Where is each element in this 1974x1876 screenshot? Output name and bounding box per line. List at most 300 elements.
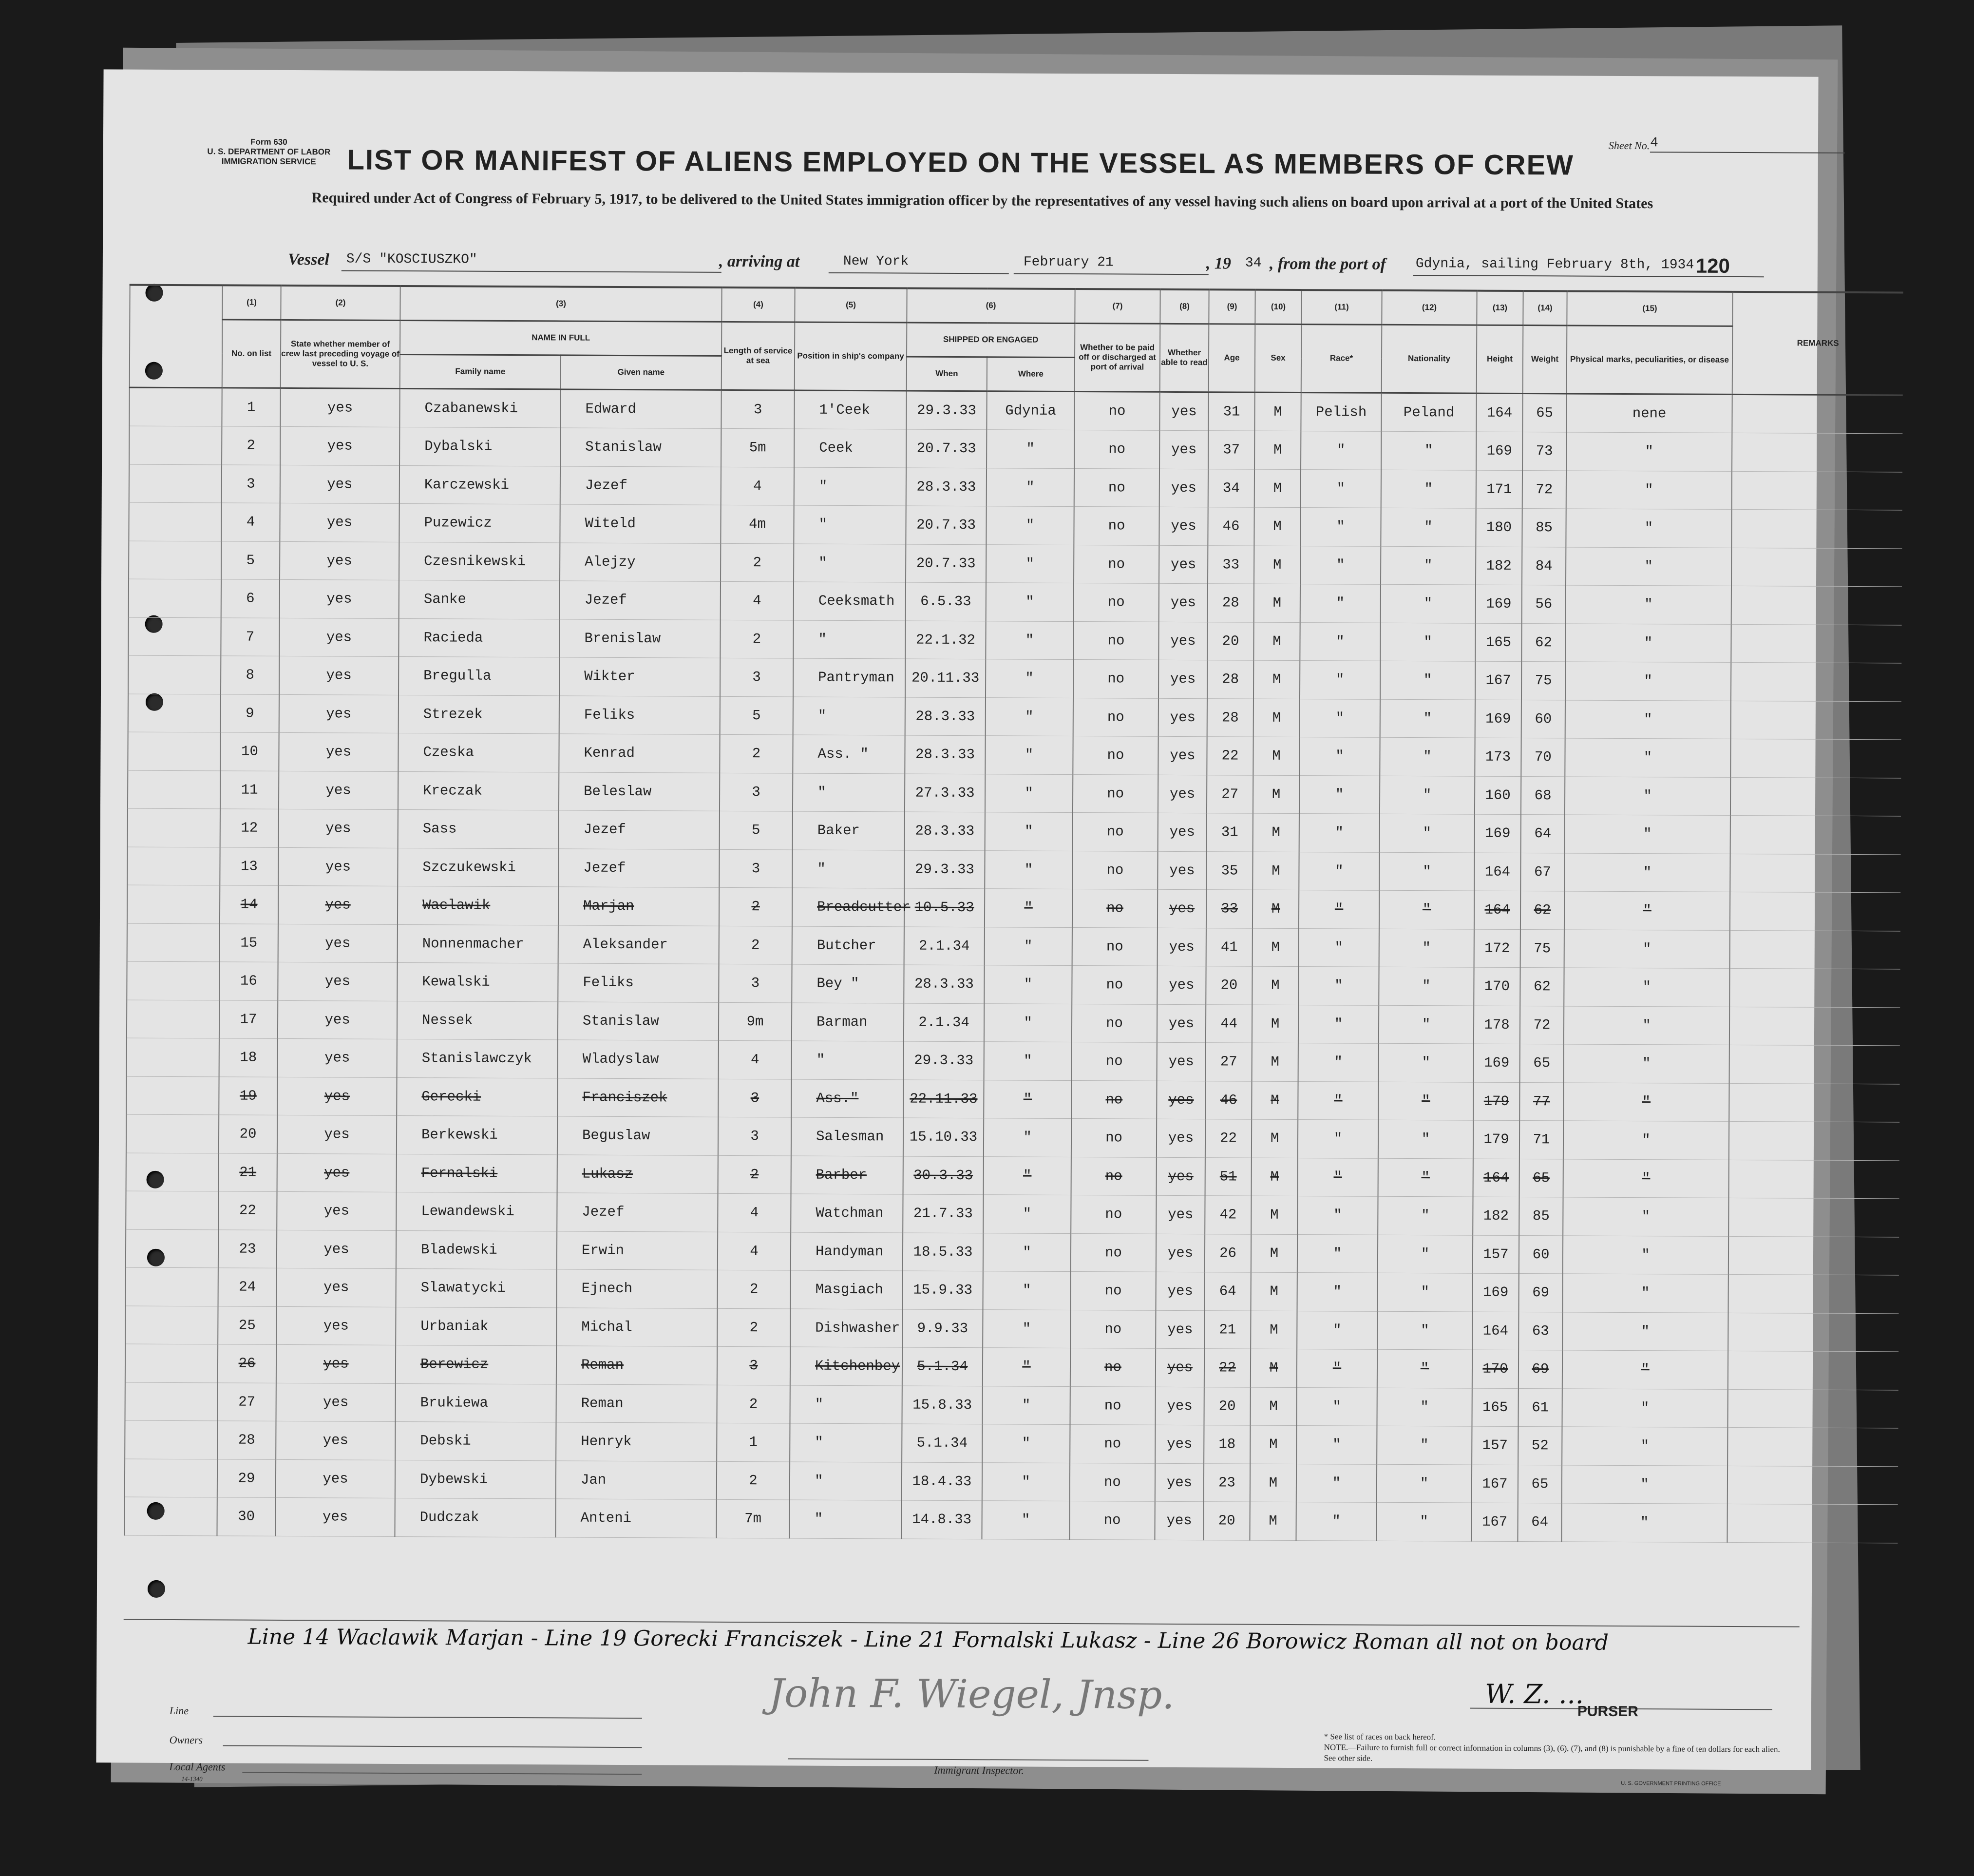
cell-position: Butcher <box>792 926 904 965</box>
crew-table <box>124 284 1903 1543</box>
cell-nationality: " <box>1379 967 1474 1005</box>
page-subtitle: Required under Act of Congress of February 5, 1917, to be delivered to the United States immigration officer by the representatives of any vessel having such aliens on board upon arrival at a port of the United States <box>311 190 1653 212</box>
cell-length: 2 <box>720 734 793 773</box>
cell-family: Dybalski <box>399 427 560 466</box>
cell-given: Wikter <box>559 657 720 696</box>
sheet-label: Sheet No. <box>1608 139 1650 152</box>
row-margin <box>129 464 222 503</box>
cell-weight: 52 <box>1518 1427 1562 1465</box>
cell-height: 164 <box>1473 1159 1519 1197</box>
col-num-1: (1) <box>222 285 281 320</box>
cell-remarks <box>1728 1274 1898 1313</box>
cell-given: Stanislaw <box>560 428 721 467</box>
table-row <box>124 1497 1898 1543</box>
cell-race: Pelish <box>1301 392 1381 431</box>
cell-sex: M <box>1253 699 1300 737</box>
cell-length: 3 <box>718 1079 791 1117</box>
family-name-header: Family name <box>400 354 561 389</box>
cell-nationality: " <box>1380 737 1475 776</box>
cell-position: " <box>794 505 906 544</box>
cell-paid: no <box>1073 736 1158 775</box>
row-margin <box>127 961 219 1000</box>
cell-age: 23 <box>1204 1463 1250 1502</box>
cell-where: " <box>986 506 1074 545</box>
cell-family: Stanislawczyk <box>397 1039 558 1078</box>
cell-given: Feliks <box>559 695 720 734</box>
cell-where: " <box>985 927 1072 965</box>
cell-length: 2 <box>720 620 793 658</box>
cell-prev: yes <box>279 656 399 695</box>
cell-marks: " <box>1563 1159 1729 1198</box>
cell-prev: yes <box>276 1421 395 1460</box>
cell-no: 2 <box>222 426 280 465</box>
cell-family: Dybewski <box>395 1460 556 1499</box>
row-margin <box>128 770 220 809</box>
cell-weight: 64 <box>1521 815 1565 853</box>
cell-position: " <box>794 544 906 583</box>
cell-when: 28.3.33 <box>905 812 985 850</box>
cell-read: yes <box>1158 736 1207 775</box>
cell-given: Marjan <box>558 887 719 926</box>
cell-given: Erwin <box>557 1231 718 1270</box>
cell-given: Beguslaw <box>557 1116 718 1155</box>
cell-family: Puzewicz <box>399 503 560 542</box>
cell-family: Czeska <box>398 733 559 772</box>
cell-position: " <box>794 467 906 506</box>
cell-given: Michal <box>556 1307 717 1346</box>
row-margin <box>125 1382 218 1421</box>
cell-where: " <box>983 1271 1071 1310</box>
cell-given: Jezef <box>559 810 720 849</box>
cell-paid: no <box>1074 430 1159 469</box>
printer-mark: U. S. GOVERNMENT PRINTING OFFICE <box>1621 1780 1721 1787</box>
cell-race: " <box>1300 661 1380 699</box>
cell-length: 2 <box>719 926 792 964</box>
cell-when: 28.3.33 <box>906 468 987 506</box>
row-margin <box>129 502 221 541</box>
page-number: 120 <box>1695 254 1730 277</box>
cell-paid: no <box>1072 966 1157 1004</box>
cell-height: 164 <box>1474 891 1520 929</box>
cell-paid: no <box>1074 545 1159 583</box>
cell-nationality: " <box>1381 431 1476 470</box>
col-num-3: (3) <box>400 286 721 322</box>
cell-age: 46 <box>1208 507 1254 546</box>
cell-nationality: " <box>1377 1388 1472 1426</box>
sheet-number: 4 <box>1650 135 1658 151</box>
cell-where: " <box>983 1309 1070 1348</box>
cell-family: Fernalski <box>397 1154 557 1193</box>
cell-nationality: " <box>1376 1502 1471 1541</box>
cell-where: " <box>986 659 1073 698</box>
cell-family: Czesnikewski <box>399 542 560 581</box>
cell-read: yes <box>1158 622 1207 660</box>
cell-where: " <box>983 1233 1071 1271</box>
cell-when: 30.3.33 <box>903 1156 984 1195</box>
cell-paid: no <box>1071 1272 1156 1310</box>
cell-height: 169 <box>1474 1044 1520 1082</box>
row-margin <box>125 1344 218 1382</box>
cell-weight: 72 <box>1520 1006 1564 1044</box>
vessel-label: Vessel <box>287 250 329 269</box>
cell-remarks <box>1727 1427 1898 1466</box>
cell-remarks <box>1729 1007 1900 1046</box>
cell-race: " <box>1297 1273 1378 1311</box>
cell-given: Aleksander <box>558 925 719 964</box>
date-underline <box>1014 273 1209 275</box>
cell-family: Slawatycki <box>396 1268 557 1307</box>
cell-height: 169 <box>1475 814 1521 853</box>
cell-read: yes <box>1159 392 1208 431</box>
cell-where: " <box>985 812 1073 851</box>
cell-sex: M <box>1251 1196 1297 1234</box>
cell-weight: 85 <box>1519 1197 1563 1236</box>
cell-when: 29.3.33 <box>904 850 985 889</box>
cell-read: yes <box>1157 966 1206 1004</box>
cell-nationality: " <box>1380 699 1475 738</box>
cell-race: " <box>1301 469 1381 508</box>
cell-length: 9m <box>719 1002 792 1041</box>
cell-given: Reman <box>556 1346 717 1385</box>
cell-family: Szczukewski <box>398 848 558 887</box>
cell-paid: no <box>1071 1233 1156 1272</box>
cell-read: yes <box>1157 1081 1205 1119</box>
cell-position: Ceek <box>794 429 906 468</box>
previous-voyage-header: State whether member of crew last preceding voyage of vessel to U. S. <box>281 320 400 388</box>
cell-no: 1 <box>222 387 280 426</box>
cell-given: Ejnech <box>557 1269 718 1308</box>
manifest-sheet <box>96 69 1839 1787</box>
cell-remarks <box>1730 777 1901 816</box>
line-label: Line <box>169 1704 189 1717</box>
cell-remarks <box>1729 1045 1900 1084</box>
cell-marks: " <box>1561 1503 1727 1542</box>
cell-family: Bladewski <box>396 1230 557 1269</box>
cell-prev: yes <box>278 1000 397 1039</box>
cell-marks: " <box>1563 1235 1728 1274</box>
cell-height: 169 <box>1476 585 1522 623</box>
cell-read: yes <box>1159 583 1208 622</box>
cell-prev: yes <box>277 1077 397 1116</box>
cell-marks: " <box>1565 623 1731 662</box>
cell-age: 26 <box>1205 1234 1251 1272</box>
cell-nationality: " <box>1378 1120 1473 1158</box>
cell-nationality: " <box>1381 546 1476 585</box>
cell-race: " <box>1300 508 1381 546</box>
cell-height: 170 <box>1474 967 1520 1006</box>
cell-sex: M <box>1250 1425 1296 1464</box>
cell-read: yes <box>1156 1234 1205 1272</box>
cell-length: 4 <box>721 467 794 505</box>
cell-nationality: " <box>1379 1043 1474 1082</box>
cell-length: 2 <box>719 887 792 926</box>
cell-sex: M <box>1254 392 1301 431</box>
cell-no: 20 <box>219 1115 277 1153</box>
cell-no: 7 <box>221 617 279 656</box>
cell-when: 5.1.34 <box>902 1424 982 1462</box>
cell-remarks <box>1732 471 1902 510</box>
cell-paid: no <box>1071 1080 1157 1119</box>
cell-height: 172 <box>1474 929 1520 968</box>
cell-race: " <box>1299 814 1380 852</box>
cell-nationality: " <box>1378 1273 1473 1311</box>
row-margin <box>128 694 221 732</box>
row-margin <box>128 808 220 847</box>
cell-age: 35 <box>1206 851 1253 890</box>
cell-weight: 72 <box>1522 470 1566 509</box>
cell-height: 182 <box>1476 547 1522 585</box>
cell-prev: yes <box>277 1191 396 1230</box>
cell-race: " <box>1299 852 1379 890</box>
cell-marks: " <box>1562 1274 1728 1313</box>
cell-marks: " <box>1563 1197 1728 1236</box>
cell-when: 15.8.33 <box>902 1386 982 1424</box>
cell-age: 46 <box>1205 1081 1252 1119</box>
cell-marks: " <box>1563 1082 1729 1121</box>
cell-read: yes <box>1157 1042 1206 1081</box>
cell-family: Czabanewski <box>399 388 560 428</box>
cell-sex: M <box>1253 813 1299 852</box>
cell-nationality: " <box>1377 1464 1472 1503</box>
col-num-15: (15) <box>1567 291 1732 325</box>
cell-age: 41 <box>1206 928 1253 966</box>
cell-marks: " <box>1564 1044 1729 1083</box>
cell-marks: " <box>1562 1388 1727 1427</box>
cell-race: " <box>1301 431 1381 470</box>
cell-age: 20 <box>1207 622 1253 660</box>
cell-nationality: " <box>1380 661 1475 699</box>
cell-position: Watchman <box>791 1194 903 1233</box>
cell-age: 34 <box>1208 469 1254 507</box>
cell-remarks <box>1729 968 1900 1007</box>
cell-weight: 60 <box>1521 700 1565 738</box>
cell-age: 28 <box>1207 698 1253 737</box>
cell-length: 2 <box>717 1461 790 1500</box>
cell-sex: M <box>1251 1311 1297 1349</box>
height-header: Height <box>1477 325 1523 393</box>
cell-given: Jezef <box>557 1193 718 1232</box>
cell-when: 15.10.33 <box>903 1118 984 1156</box>
cell-position: Barber <box>791 1156 903 1195</box>
cell-no: 11 <box>220 770 279 809</box>
row-margin <box>128 655 221 694</box>
cell-weight: 65 <box>1518 1465 1562 1503</box>
cell-length: 1 <box>717 1423 790 1461</box>
cell-paid: no <box>1074 507 1159 545</box>
cell-marks: " <box>1565 662 1731 701</box>
cell-marks: " <box>1562 1427 1727 1466</box>
cell-nationality: " <box>1378 1158 1473 1197</box>
cell-height: 182 <box>1473 1197 1519 1235</box>
cell-remarks <box>1728 1198 1899 1237</box>
cell-no: 24 <box>218 1268 277 1306</box>
cell-weight: 56 <box>1522 585 1566 624</box>
cell-position: Kitchenbey <box>790 1347 902 1386</box>
col-num-5: (5) <box>795 288 907 323</box>
binder-hole <box>148 1580 165 1598</box>
cell-when: 20.11.33 <box>905 659 986 697</box>
cell-when: 27.3.33 <box>905 774 985 812</box>
cell-marks: " <box>1563 1121 1729 1160</box>
cell-where: " <box>984 1080 1071 1118</box>
cell-weight: 65 <box>1522 393 1566 432</box>
cell-weight: 67 <box>1520 853 1564 891</box>
cell-position: " <box>793 697 905 736</box>
row-margin <box>126 1114 219 1153</box>
cell-given: Feliks <box>558 963 719 1002</box>
cell-prev: yes <box>278 847 398 886</box>
cell-no: 15 <box>220 923 278 962</box>
cell-no: 4 <box>221 503 280 541</box>
cell-marks: " <box>1564 968 1729 1007</box>
cell-read: yes <box>1156 1195 1205 1234</box>
cell-no: 26 <box>218 1344 276 1383</box>
cell-race: " <box>1298 1081 1378 1120</box>
cell-when: 22.1.32 <box>905 621 986 659</box>
cell-prev: yes <box>279 694 399 733</box>
cell-marks: " <box>1566 509 1731 548</box>
cell-when: 22.11.33 <box>903 1080 984 1118</box>
col-num-11: (11) <box>1301 290 1382 325</box>
cell-where: " <box>983 1195 1071 1233</box>
cell-remarks <box>1731 509 1902 548</box>
cell-given: Anteni <box>555 1499 716 1538</box>
cell-when: 29.3.33 <box>904 1041 984 1080</box>
cell-sex: M <box>1250 1464 1296 1502</box>
cell-age: 33 <box>1208 545 1254 584</box>
row-margin <box>126 1191 218 1229</box>
cell-race: " <box>1297 1234 1378 1273</box>
cell-position: Ass. " <box>793 735 905 774</box>
cell-sex: M <box>1253 737 1299 775</box>
inspector-label: Immigrant Inspector. <box>934 1763 1024 1777</box>
cell-given: Kenrad <box>559 734 720 773</box>
cell-position: " <box>790 1385 902 1424</box>
cell-when: 20.7.33 <box>906 506 986 544</box>
cell-paid: no <box>1071 1195 1156 1234</box>
length-header: Length of service at sea <box>721 322 795 390</box>
cell-family: Kewalski <box>397 962 558 1001</box>
cell-weight: 71 <box>1519 1121 1563 1159</box>
cell-length: 2 <box>717 1385 790 1423</box>
cell-position: Bey " <box>792 964 904 1003</box>
cell-sex: M <box>1253 775 1299 814</box>
cell-read: yes <box>1158 813 1207 851</box>
cell-length: 3 <box>717 1346 790 1385</box>
cell-no: 14 <box>220 885 278 924</box>
cell-no: 9 <box>221 694 279 732</box>
cell-paid: no <box>1072 889 1158 928</box>
row-margin <box>126 1229 218 1268</box>
cell-race: " <box>1298 1158 1378 1196</box>
cell-paid: no <box>1069 1501 1155 1540</box>
cell-prev: yes <box>276 1306 396 1345</box>
service: IMMIGRATION SERVICE <box>221 156 316 167</box>
cell-where: " <box>985 850 1072 889</box>
cell-read: yes <box>1157 1157 1205 1196</box>
cell-family: Nonnenmacher <box>398 924 558 963</box>
cell-height: 164 <box>1476 393 1522 432</box>
cell-race: " <box>1299 775 1380 814</box>
arrival-port: New York <box>843 253 909 269</box>
cell-sex: M <box>1252 1119 1298 1158</box>
cell-prev: yes <box>278 885 398 924</box>
cell-marks: " <box>1565 776 1730 815</box>
cell-age: 27 <box>1207 775 1253 813</box>
cell-read: yes <box>1159 469 1208 507</box>
cell-where: " <box>982 1424 1070 1463</box>
cell-family: Debski <box>395 1421 556 1460</box>
age-header: Age <box>1209 324 1255 392</box>
cell-when: 29.3.33 <box>906 391 987 430</box>
cell-nationality: " <box>1379 890 1474 929</box>
cell-age: 31 <box>1208 392 1254 431</box>
cell-family: Nessek <box>397 1001 558 1040</box>
cell-remarks <box>1727 1466 1898 1505</box>
cell-sex: M <box>1252 1081 1298 1120</box>
cell-no: 27 <box>217 1382 276 1421</box>
cell-where: " <box>986 583 1074 621</box>
purser-signature: W. Z. ... <box>1484 1678 1584 1710</box>
cell-height: 165 <box>1472 1388 1518 1427</box>
row-margin <box>127 885 220 923</box>
cell-read: yes <box>1158 851 1206 890</box>
cell-nationality: " <box>1379 929 1474 967</box>
cell-paid: no <box>1073 774 1158 813</box>
cell-no: 12 <box>220 809 279 847</box>
col-num-12: (12) <box>1382 290 1477 325</box>
cell-weight: 63 <box>1518 1312 1562 1350</box>
weight-header: Weight <box>1523 325 1567 393</box>
cell-remarks <box>1731 624 1901 663</box>
cell-sex: M <box>1253 928 1299 967</box>
cell-where: " <box>984 1156 1071 1195</box>
cell-sex: M <box>1253 852 1299 890</box>
cell-paid: no <box>1070 1348 1156 1387</box>
cell-prev: yes <box>277 1268 396 1307</box>
cell-age: 20 <box>1206 966 1252 1005</box>
race-header: Race* <box>1301 324 1382 393</box>
cell-length: 5 <box>720 811 793 849</box>
cell-age: 27 <box>1206 1043 1252 1081</box>
cell-height: 171 <box>1476 470 1522 509</box>
cell-weight: 73 <box>1522 432 1566 471</box>
cell-nationality: " <box>1381 508 1476 546</box>
cell-length: 2 <box>717 1308 790 1347</box>
cell-sex: M <box>1254 469 1301 508</box>
cell-paid: no <box>1070 1463 1155 1501</box>
cell-where: " <box>987 468 1074 506</box>
cell-no: 28 <box>217 1421 276 1459</box>
cell-family: Karczewski <box>399 465 560 504</box>
cell-no: 10 <box>220 732 279 771</box>
cell-length: 3 <box>720 773 793 811</box>
cell-position: Pantryman <box>793 658 905 697</box>
col-num-13: (13) <box>1477 291 1523 325</box>
cell-position: Salesman <box>791 1117 903 1156</box>
form-number: Form 630 <box>250 137 287 147</box>
cell-given: Lukasz <box>557 1154 718 1193</box>
row-margin <box>124 1497 217 1535</box>
cell-remarks <box>1731 662 1901 701</box>
cell-where: " <box>982 1501 1069 1539</box>
cell-position: " <box>790 1423 902 1462</box>
cell-remarks <box>1730 854 1900 893</box>
cell-marks: " <box>1566 547 1731 586</box>
cell-race: " <box>1297 1196 1378 1235</box>
cell-marks: " <box>1562 1350 1728 1389</box>
cell-length: 4 <box>721 581 794 620</box>
